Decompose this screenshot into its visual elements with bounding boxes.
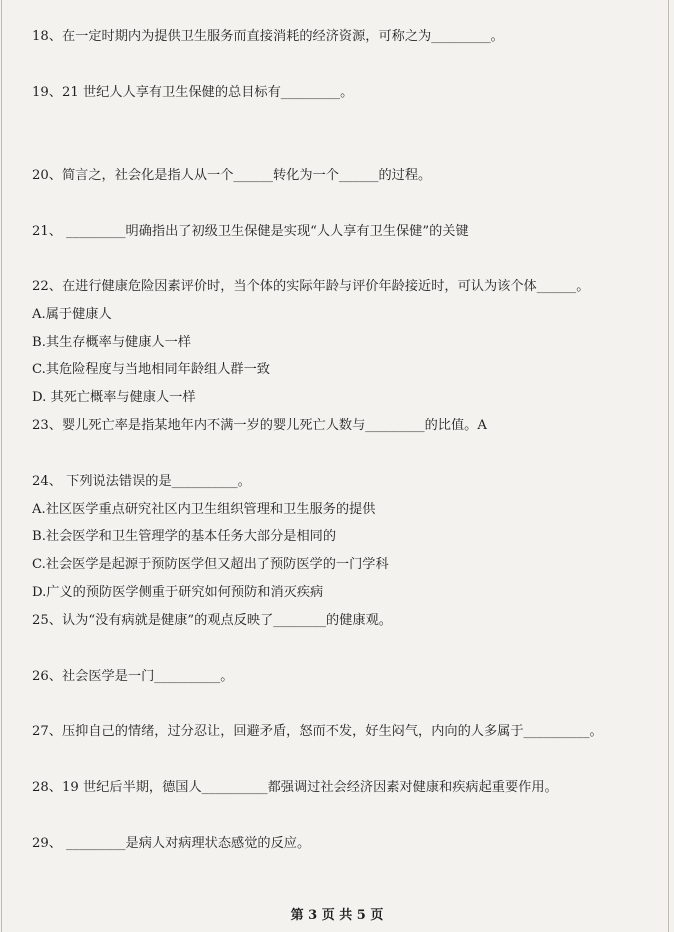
- question-23-stem: 23、婴儿死亡率是指某地年内不满一岁的婴儿死亡人数与_________的比值。A: [32, 418, 487, 433]
- question-20-stem: 20、简言之，社会化是指人从一个______转化为一个______的过程。: [32, 168, 432, 183]
- question-28-stem: 28、19 世纪后半期，德国人__________都强调过社会经济因素对健康和疾病起重要作用。: [32, 780, 558, 795]
- question-22-option-d: D. 其死亡概率与健康人一样: [32, 390, 196, 405]
- question-21-stem: 21、 _________明确指出了初级卫生保健是实现“人人享有卫生保健”的关键: [32, 224, 469, 239]
- question-24-option-b: B.社会医学和卫生管理学的基本任务大部分是相同的: [32, 529, 337, 544]
- question-22-option-c: C.其危险程度与当地相同年龄组人群一致: [32, 362, 270, 377]
- question-24-option-c: C.社会医学是起源于预防医学但又超出了预防医学的一门学科: [32, 557, 389, 572]
- question-26-stem: 26、社会医学是一门__________。: [32, 669, 234, 684]
- question-25-stem: 25、认为“没有病就是健康”的观点反映了________的健康观。: [32, 613, 392, 628]
- question-18-stem: 18、在一定时期内为提供卫生服务而直接消耗的经济资源，可称之为_________。: [32, 29, 504, 44]
- question-22-option-b: B.其生存概率与健康人一样: [32, 335, 191, 350]
- question-27-stem: 27、压抑自己的情绪，过分忍让，回避矛盾，怒而不发，好生闷气，内向的人多属于__________。: [32, 724, 603, 739]
- question-22-option-a: A.属于健康人: [32, 307, 112, 322]
- question-24-option-a: A.社区医学重点研究社区内卫生组织管理和卫生服务的提供: [32, 502, 376, 517]
- page-left-edge: [1, 0, 2, 932]
- question-22-stem: 22、在进行健康危险因素评价时，当个体的实际年龄与评价年龄接近时，可认为该个体______。: [32, 279, 590, 294]
- question-29-stem: 29、 _________是病人对病理状态感觉的反应。: [32, 836, 311, 851]
- question-24-option-d: D.广义的预防医学侧重于研究如何预防和消灭疾病: [32, 585, 324, 600]
- question-19-stem: 19、21 世纪人人享有卫生保健的总目标有_________。: [32, 85, 354, 100]
- page-right-edge: [668, 0, 669, 932]
- page-number-footer: 第 3 页 共 5 页: [290, 908, 384, 923]
- question-24-stem: 24、 下列说法错误的是__________。: [32, 474, 251, 489]
